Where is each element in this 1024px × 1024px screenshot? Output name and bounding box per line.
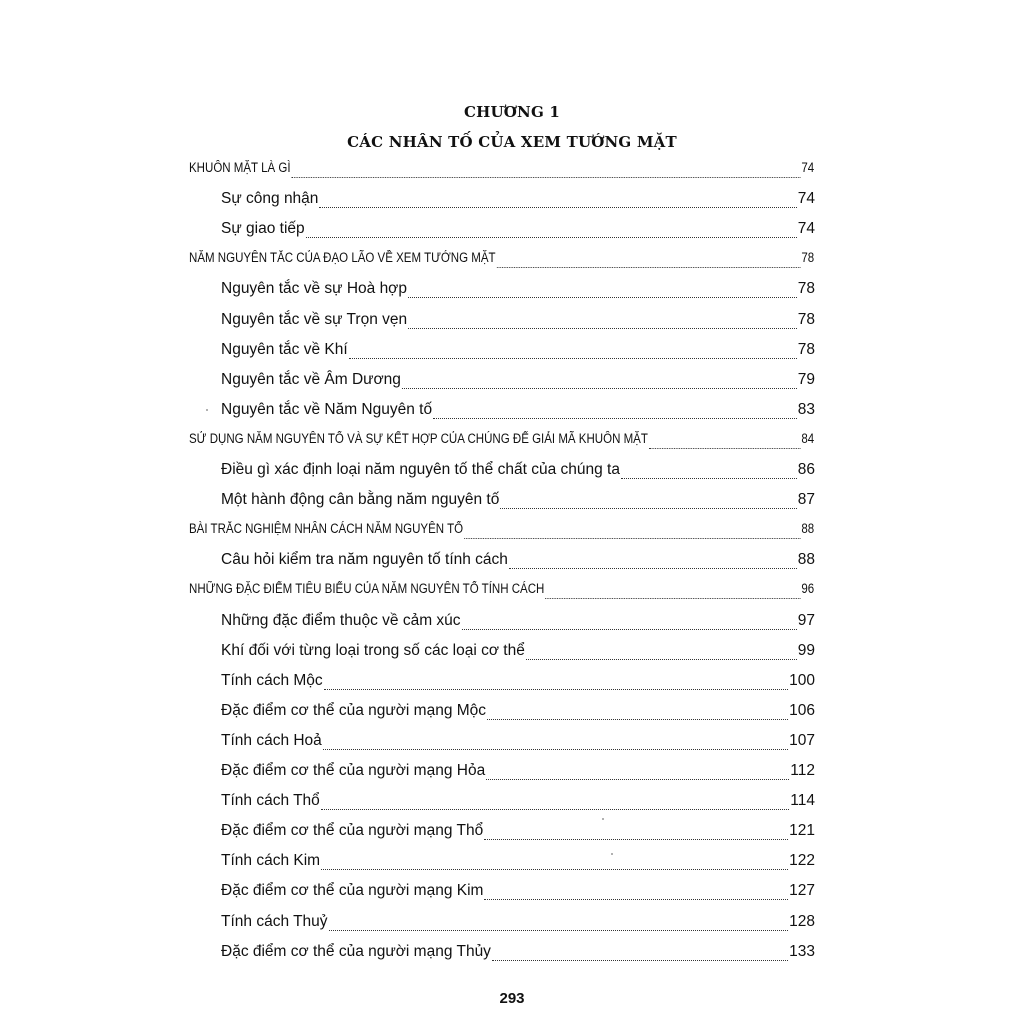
- toc-entry-page-number: 78: [797, 340, 815, 358]
- dot-leader: [492, 960, 788, 961]
- toc-entry-label: Nguyên tắc về Khí: [221, 340, 348, 358]
- toc-section-entry: [189, 250, 814, 274]
- dot-leader: [408, 297, 797, 298]
- toc-entry-page-number: 83: [797, 400, 815, 418]
- toc-subsection-entry: [221, 852, 815, 876]
- toc-subsection-entry: [221, 792, 815, 816]
- toc-subsection-entry: [221, 461, 815, 485]
- toc-subsection-entry: [221, 642, 815, 666]
- toc-entry-label: Đặc điểm cơ thể của người mạng Mộc: [221, 701, 487, 719]
- dot-leader: [306, 237, 797, 238]
- toc-subsection-entry: [221, 732, 815, 756]
- dot-leader: [323, 749, 788, 750]
- dot-leader: [509, 568, 797, 569]
- dot-leader: [526, 659, 797, 660]
- toc-entry-label: Đặc điểm cơ thể của người mạng Thủy: [221, 942, 491, 960]
- chapter-heading: CHƯƠNG 1: [463, 103, 561, 121]
- toc-entry-page-number: 121: [789, 822, 815, 840]
- scan-speck: [206, 409, 208, 411]
- toc-entry-label: Đặc điểm cơ thể của người mạng Hỏa: [221, 762, 486, 779]
- toc-subsection-entry: [221, 612, 815, 636]
- toc-entry-label: Nguyên tắc về sự Hoà hợp: [221, 280, 407, 298]
- toc-subsection-entry: [221, 401, 815, 425]
- toc-entry-label: Tính cách Kim: [221, 852, 321, 870]
- dot-leader: [433, 418, 797, 419]
- toc-entry-label: Tính cách Mộc: [221, 671, 323, 689]
- toc-section-entry: [189, 431, 814, 455]
- toc-subsection-entry: [221, 943, 815, 967]
- dot-leader: [349, 358, 797, 359]
- toc-entry-page-number: 112: [790, 762, 815, 779]
- toc-entry-page-number: 97: [797, 611, 815, 629]
- toc-subsection-entry: [221, 280, 815, 304]
- toc-entry-page-number: 122: [789, 852, 815, 870]
- toc-entry-page-number: 78: [797, 310, 815, 328]
- dot-leader: [291, 177, 800, 178]
- toc-subsection-entry: [221, 311, 815, 335]
- dot-leader: [649, 448, 801, 449]
- dot-leader: [329, 930, 789, 931]
- toc-entry-page-number: 84: [801, 430, 815, 446]
- dot-leader: [486, 779, 789, 780]
- toc-subsection-entry: [221, 762, 815, 786]
- dot-leader: [319, 207, 796, 208]
- page-number: 293: [499, 990, 525, 1007]
- toc-entry-page-number: 88: [801, 521, 815, 537]
- toc-entry-label: Sự giao tiếp: [221, 220, 305, 238]
- toc-subsection-entry: [221, 882, 815, 906]
- toc-entry-page-number: 127: [789, 882, 815, 900]
- toc-entry-page-number: 107: [789, 731, 815, 749]
- toc-entry-label: Tính cách Thổ: [221, 792, 320, 810]
- toc-entry-label: Những đặc điểm thuộc về cảm xúc: [221, 611, 461, 629]
- dot-leader: [487, 719, 788, 720]
- toc-entry-page-number: 74: [797, 190, 815, 208]
- toc-entry-label: Đặc điểm cơ thể của người mạng Thổ: [221, 822, 484, 840]
- toc-entry-label: Một hành động cân bằng năm nguyên tố: [221, 491, 500, 509]
- toc-entry-label: NĂM NGUYÊN TẮC CỦA ĐẠO LÃO VỀ XEM TƯỚNG MẶT: [189, 250, 496, 266]
- toc-entry-page-number: 106: [789, 701, 815, 719]
- dot-leader: [500, 508, 796, 509]
- dot-leader: [408, 328, 797, 329]
- toc-entry-label: Nguyên tắc về Năm Nguyên tố: [221, 400, 433, 418]
- dot-leader: [321, 869, 788, 870]
- toc-entry-label: Đặc điểm cơ thể của người mạng Kim: [221, 882, 484, 900]
- toc-entry-label: Tính cách Hoả: [221, 731, 322, 749]
- scan-speck: [602, 818, 604, 820]
- toc-section-entry: [189, 581, 814, 605]
- toc-section-entry: [189, 521, 814, 545]
- toc-entry-label: Điều gì xác định loại năm nguyên tố thể chất của chúng ta: [221, 461, 620, 478]
- toc-subsection-entry: [221, 822, 815, 846]
- dot-leader: [484, 899, 788, 900]
- toc-entry-page-number: 74: [797, 220, 815, 238]
- toc-subsection-entry: [221, 702, 815, 726]
- toc-entry-label: Tính cách Thuỷ: [221, 912, 328, 930]
- toc-entry-page-number: 133: [789, 942, 815, 960]
- toc-subsection-entry: [221, 551, 815, 575]
- dot-leader: [621, 478, 797, 479]
- dot-leader: [484, 839, 788, 840]
- toc-entry-page-number: 128: [789, 912, 815, 930]
- toc-entry-label: Câu hỏi kiểm tra năm nguyên tố tính cách: [221, 551, 508, 569]
- toc-subsection-entry: [221, 371, 815, 395]
- toc-subsection-entry: [221, 913, 815, 937]
- toc-subsection-entry: [221, 341, 815, 365]
- toc-entry-page-number: 78: [797, 280, 815, 298]
- toc-entry-label: Sự công nhận: [221, 190, 319, 208]
- dot-leader: [462, 629, 797, 630]
- toc-subsection-entry: [221, 190, 815, 214]
- toc-entry-page-number: 114: [790, 792, 815, 810]
- toc-entry-label: NHỮNG ĐẶC ĐIỂM TIÊU BIỂU CỦA NĂM NGUYÊN TỐ TÍNH CÁCH: [189, 581, 545, 597]
- toc-entry-label: KHUÔN MẶT LÀ GÌ: [189, 160, 291, 175]
- toc-entry-page-number: 74: [801, 160, 815, 175]
- toc-entry-label: Nguyên tắc về sự Trọn vẹn: [221, 310, 408, 328]
- scan-speck: [611, 853, 613, 855]
- toc-entry-page-number: 79: [797, 370, 815, 388]
- dot-leader: [496, 267, 800, 268]
- toc-entry-label: Nguyên tắc về Âm Dương: [221, 370, 401, 388]
- toc-section-entry: [189, 160, 814, 184]
- toc-subsection-entry: [221, 491, 815, 515]
- toc-entry-label: SỬ DỤNG NĂM NGUYÊN TỐ VÀ SỰ KẾT HỢP CỦA CHÚNG ĐỂ GIẢI MÃ KHUÔN MẶT: [189, 430, 648, 446]
- dot-leader: [321, 809, 789, 810]
- toc-entry-page-number: 86: [797, 461, 815, 478]
- dot-leader: [545, 598, 800, 599]
- toc-subsection-entry: [221, 220, 815, 244]
- toc-subsection-entry: [221, 672, 815, 696]
- dot-leader: [464, 538, 801, 539]
- toc-entry-page-number: 87: [797, 491, 815, 509]
- toc-entry-page-number: 78: [801, 250, 815, 266]
- toc-entry-page-number: 99: [797, 641, 815, 659]
- toc-entry-page-number: 96: [801, 581, 815, 597]
- toc-entry-page-number: 88: [797, 551, 815, 569]
- toc-entry-label: BÀI TRẮC NGHIỆM NHÂN CÁCH NĂM NGUYÊN TỐ: [189, 521, 464, 537]
- dot-leader: [324, 689, 788, 690]
- toc-entry-label: Khí đối với từng loại trong số các loại cơ thể: [221, 641, 525, 659]
- chapter-title: CÁC NHÂN TỐ CỦA XEM TƯỚNG MẶT: [347, 133, 677, 151]
- dot-leader: [402, 388, 797, 389]
- toc-entry-page-number: 100: [789, 671, 815, 689]
